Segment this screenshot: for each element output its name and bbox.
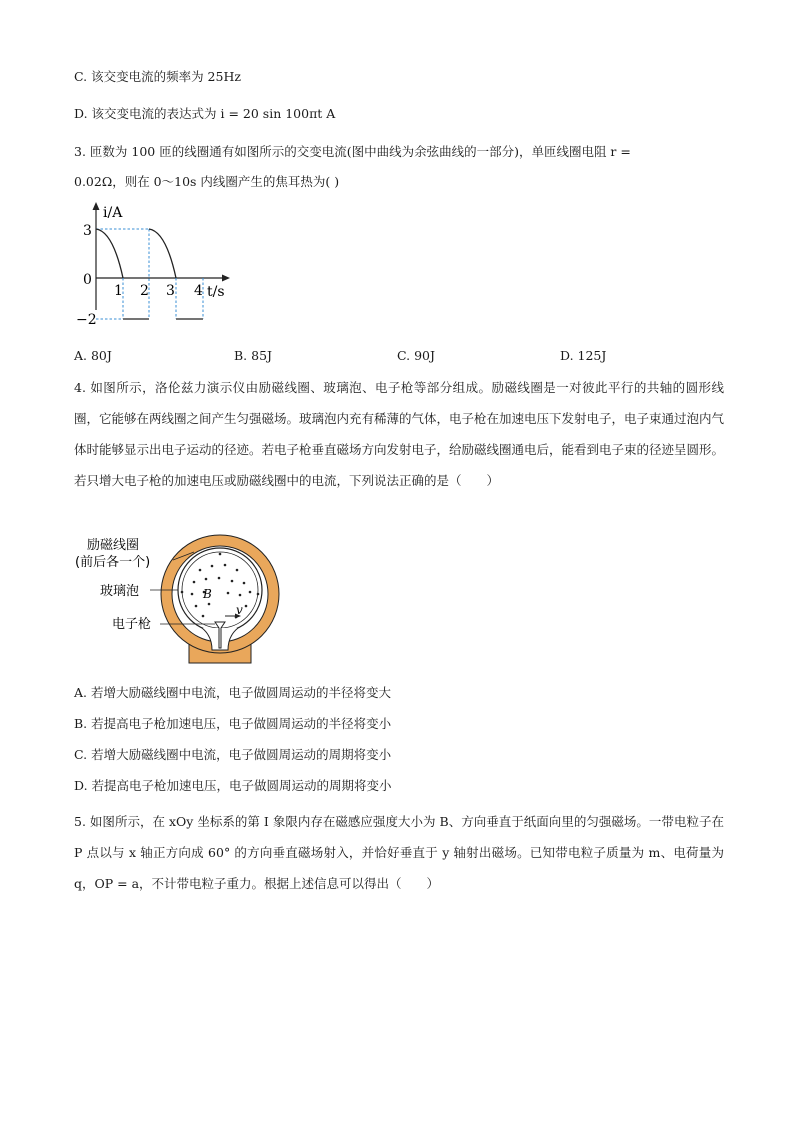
q3-option-d: D. 125J	[560, 348, 607, 363]
q5-stem: 5. 如图所示，在 xOy 坐标系的第 I 象限内存在磁感应强度大小为 B、方向垂直于纸面向里的匀强磁场。一带电粒子在 P 点以与 x 轴正方向成 60° 的方向垂直磁场射入，并恰好垂直于 y 轴射出磁场。已知带电粒子质量为 m、电荷量为 q，OP = a，不计带电粒子重力。根据上述信息可以得出（ ）	[74, 814, 724, 891]
q3-stem-line1: 3. 匝数为 100 匝的线圈通有如图所示的交变电流(图中曲线为余弦曲线的一部分)，单匝线圈电阻 r =	[74, 144, 631, 159]
q2-option-c: C. 该交变电流的频率为 25Hz	[74, 69, 241, 84]
q4-lorentz-apparatus-figure	[70, 532, 290, 667]
q3-option-b: B. 85J	[234, 348, 273, 363]
q3-current-graph	[70, 200, 240, 330]
graph-origin-label: 0	[83, 272, 92, 288]
label-excitation-coil: 励磁线圈	[87, 538, 140, 553]
graph-curve-segment-2	[149, 229, 176, 278]
q4-option-c: C. 若增大励磁线圈中电流，电子做圆周运动的周期将变小	[74, 747, 392, 762]
graph-curve-segment-1	[96, 229, 123, 278]
q2-option-d: D. 该交变电流的表达式为 i = 20 sin 100πt A	[74, 106, 336, 121]
q4-option-a: A. 若增大励磁线圈中电流，电子做圆周运动的半径将变大	[74, 685, 391, 700]
graph-x-label: t/s	[207, 284, 225, 300]
label-B: B	[203, 587, 212, 601]
q3-option-c: C. 90J	[397, 348, 435, 363]
label-glass-bulb: 玻璃泡	[100, 584, 140, 599]
q4-stem: 4. 如图所示，洛伦兹力演示仪由励磁线圈、玻璃泡、电子枪等部分组成。励磁线圈是一对彼此平行的共轴的圆形线圈，它能够在两线圈之间产生匀强磁场。玻璃泡内充有稀薄的气体，电子枪在加速电压下发射电子，电子束通过泡内气体时能够显示出电子运动的径迹。若电子枪垂直磁场方向发射电子，给励磁线圈通电后，能看到电子束的径迹呈圆形。若只增大电子枪的加速电压或励磁线圈中的电流，下列说法正确的是（ ）	[74, 380, 725, 488]
q4-option-b: B. 若提高电子枪加速电压，电子做圆周运动的半径将变小	[74, 716, 392, 731]
graph-y-arrow	[93, 202, 100, 210]
q3-options	[74, 348, 724, 366]
graph-dashed-guides	[96, 229, 203, 319]
label-v: v	[236, 603, 243, 617]
label-front-back: (前后各一个)	[75, 555, 151, 570]
label-electron-gun: 电子枪	[112, 617, 152, 632]
graph-x-tick-2: 2	[140, 283, 149, 299]
q4-option-d: D. 若提高电子枪加速电压，电子做圆周运动的周期将变小	[74, 778, 392, 793]
q3-stem-line2: 0.02Ω，则在 0～10s 内线圈产生的焦耳热为( )	[74, 174, 340, 189]
graph-x-tick-3: 3	[166, 283, 175, 299]
graph-x-tick-4: 4	[194, 283, 203, 299]
q3-option-a: A. 80J	[74, 348, 112, 363]
graph-y-tick-3: 3	[83, 223, 92, 239]
graph-x-tick-1: 1	[114, 283, 123, 299]
glass-bulb	[178, 548, 262, 632]
graph-x-arrow	[222, 275, 230, 282]
graph-y-tick-neg2: −2	[76, 312, 97, 328]
graph-y-label: i/A	[103, 205, 123, 221]
